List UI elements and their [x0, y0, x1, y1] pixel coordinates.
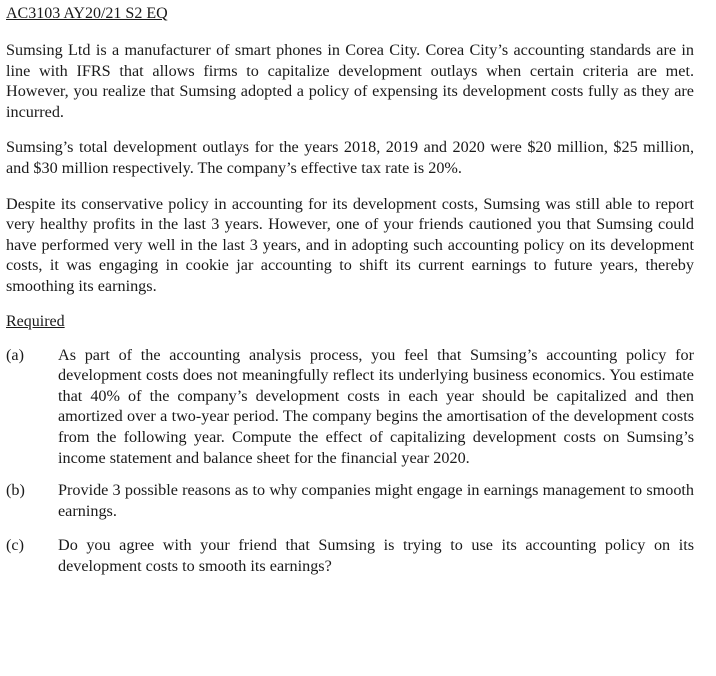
question-c-text: Do you agree with your friend that Sumsing is trying to use its accounting policy on its development costs to smooth its earnings?: [58, 536, 694, 575]
paragraph-cookie-jar: Despite its conservative policy in accounting for its development costs, Sumsing was still able to report very healthy profits in the last 3 years. However, one of your friends cautioned you that Sumsing could have performed very well in the last 3 years, and in adopting such accounting policy on its development costs, it was engaging in cookie jar accounting to shift its current earnings to future years, thereby smoothing its earnings.: [6, 194, 694, 295]
question-a-text: As part of the accounting analysis process, you feel that Sumsing’s accounting policy for development costs does not meaningfully reflect its underlying business economics. You estimate that 40% of the company’s development costs in each year should be capitalized and then amortized over a two-year period. The company begins the amortisation of the development costs from the following year. Compute the effect of capitalizing development costs on Sumsing’s income statement and balance sheet for the financial year 2020.: [58, 345, 694, 467]
question-a-label: (a): [6, 345, 24, 364]
document-title: AC3103 AY20/21 S2 EQ: [6, 5, 168, 22]
question-c: [6, 535, 694, 576]
question-b-label: (b): [6, 481, 25, 500]
question-c-label: (c): [6, 536, 24, 555]
required-heading: Required: [6, 312, 65, 330]
question-b-text: Provide 3 possible reasons as to why companies might engage in earnings management to smooth earnings.: [58, 481, 694, 520]
document-page: [6, 4, 694, 589]
question-a: [6, 345, 694, 469]
paragraph-intro: Sumsing Ltd is a manufacturer of smart phones in Corea City. Corea City’s accounting standards are in line with IFRS that allows firms to capitalize development outlays when certain criteria are met. However, you realize that Sumsing adopted a policy of expensing its development costs fully as they are incurred.: [6, 41, 694, 121]
question-b: [6, 480, 694, 521]
paragraph-outlays: Sumsing’s total development outlays for the years 2018, 2019 and 2020 were $20 million, $25 million, and $30 million respectively. The company’s effective tax rate is 20%.: [6, 138, 694, 177]
